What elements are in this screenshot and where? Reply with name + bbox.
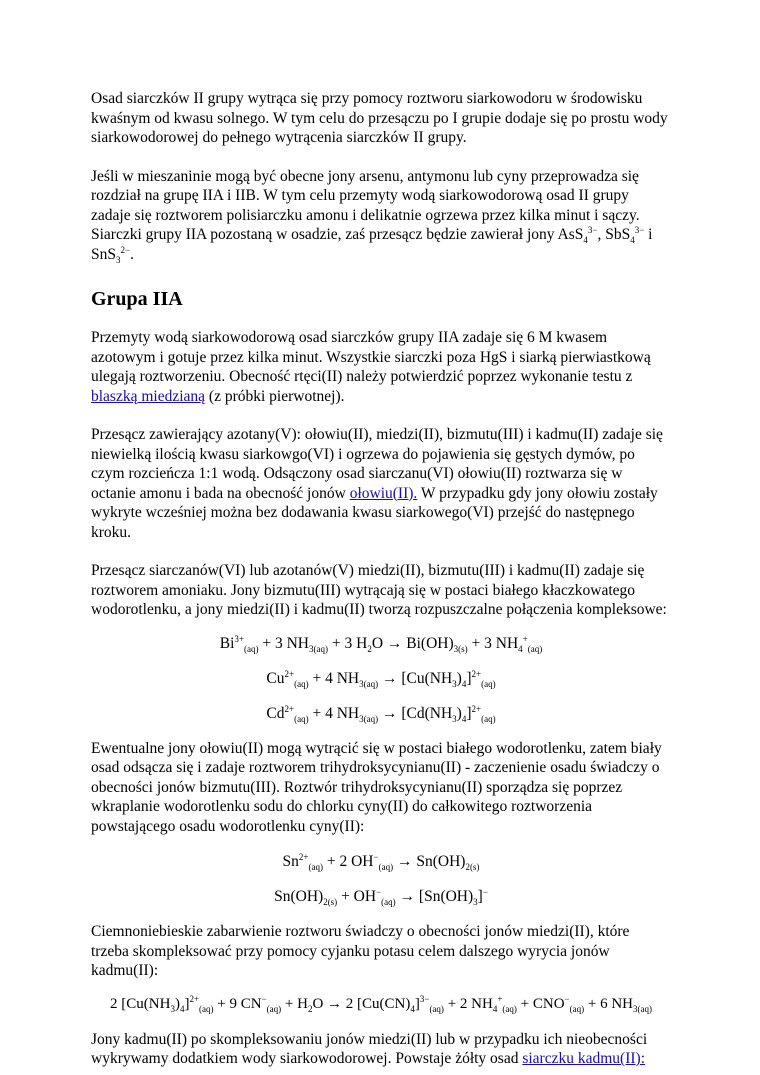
- paragraph-ammonia: Przesącz siarczanów(VI) lub azotanów(V) miedzi(II), bizmutu(III) i kadmu(II) zadaje się roztworem amoniaku. Jony bizmutu(III) wytrącają się w postaci białego kłaczkowatego wodorotlenku, a jony miedzi(II) i kadmu(II) tworzą rozpuszczalne połączenia kompleksowe:: [91, 562, 667, 618]
- paragraph-cadmium-detection: Jony kadmu(II) po skompleksowaniu jonów miedzi(II) lub w przypadku ich nieobecności wykrywamy dodatkiem wody siarkowodorowej. Powstaje żółty osad siarczku kadmu(II):: [91, 1030, 648, 1067]
- paragraph-lead-sulfate: Przesącz zawierający azotany(V): ołowiu(II), miedzi(II), bizmutu(III) i kadmu(II) zadaje się niewielką ilością kwasu siarkowgo(VI) i ogrzewa do pojawienia się gęstych dymów, po czym rozcieńcza 1:1 wodą. Odsączony osad siarczanu(VI) ołowiu(II) roztwarza się w octanie amonu i bada na obecność jonów ołowiu(II). W przypadku gdy jony ołowiu zostały wykryte wcześniej można bez dodawania kwasu siarkowego(VI) przejść do następnego kroku.: [91, 426, 663, 541]
- paragraph-lead-hydroxide: Ewentualne jony ołowiu(II) mogą wytrącić się w postaci białego wodorotlenku, zatem biały osad odsącza się i zadaje roztworem trihydroksycynianu(II) - zaczenienie osadu świadczy o obecności jonów bizmutu(III). Roztwór trihydroksycynianu(II) sporządza się poprzez wkraplanie wodorotlenku sodu do chlorku cyny(II) do całkowitego roztworzenia powstającego osadu wodorotlenku cyny(II):: [91, 739, 662, 835]
- link-copper-plate[interactable]: blaszką miedzianą: [91, 387, 206, 405]
- heading-group-iia: Grupa IIA: [91, 288, 183, 310]
- document-page: [91, 89, 671, 1069]
- equation-cyanide-complex: 2 $[Cu(NH_3)_4]^{2+}_{(aq)} + 9$ $CN^-_{(aq)} + H_2O \to 2$ $[Cu(CN)_4]^{3-}_{(aq)} + 2$ $NH_4^+_{(aq)} + CNO^-_{(aq)} + 6$ $NH_{3(aq)}$: [110, 993, 652, 1014]
- paragraph-intro: Osad siarczków II grupy wytrąca się przy pomocy roztworu siarkowodoru w środowisku kwaśnym od kwasu solnego. W tym celu do przesączu po I grupie dodaje się po prostu wody siarkowodorowej do pełnego wytrącenia siarczków II grupy.: [91, 90, 668, 146]
- paragraph-dark-blue: Ciemnoniebieskie zabarwienie roztworu świadczy o obecności jonów miedzi(II), które trzeba skompleksować przy pomocy cyjanku potasu celem dalszego wyrycia jonów kadmu(II):: [91, 923, 630, 979]
- paragraph-separation: Jeśli w mieszaninie mogą być obecne jony arsenu, antymonu lub cyny przeprowadza się rozdział na grupę IIA i IIB. W tym celu przemyty wodą siarkowodorową osad II grupy zadaje się roztworem polisiarczku amonu i delikatnie ogrzewa przez kilka minut i sączy. Siarczki grupy IIA pozostaną w osadzie, zaś przesącz będzie zawierał jony AsS$_4^{3-}$, SbS$_4^{3-}$ i SnS$_3^{2-}$.: [91, 167, 653, 265]
- equation-tin-hydroxide: $Sn^{2+}_{(aq)} + 2$ $OH^-_{(aq)} \to Sn(OH)_{2(s)}$: [282, 851, 480, 873]
- equation-copper-ammine: $Cu^{2+}_{(aq)} + 4$ $NH_{3(aq)} \to [Cu(NH_3)_4]^{2+}_{(aq)}$: [266, 668, 496, 689]
- paragraph-nitric-acid: Przemyty wodą siarkowodorową osad siarczków grupy IIA zadaje się 6 M kwasem azotowym i gotuje przez kilka minut. Wszystkie siarczki poza HgS i siarką pierwiastkową ulegają roztworzeniu. Obecność rtęci(II) należy potwierdzić poprzez wykonanie testu z blaszką miedzianą (z próbki pierwotnej).: [91, 329, 651, 405]
- equation-bismuth: $Bi^{3+}_{(aq)} + 3$ $NH_{3(aq)} + 3$ $H_2O \to Bi(OH)_{3(s)} + 3$ $NH_4^+_{(aq)}$: [219, 633, 543, 654]
- equation-trihydroxystannate: $Sn(OH)_{2(s)} + OH^-_{(aq)} \to [Sn(OH)_3]^-$: [274, 886, 488, 908]
- equation-cadmium-ammine: $Cd^{2+}_{(aq)} + 4$ $NH_{3(aq)} \to [Cd(NH_3)_4]^{2+}_{(aq)}$: [266, 703, 496, 724]
- link-lead-ions[interactable]: ołowiu(II).: [349, 484, 418, 502]
- link-cadmium-sulfide[interactable]: siarczku kadmu(II):: [522, 1050, 645, 1067]
